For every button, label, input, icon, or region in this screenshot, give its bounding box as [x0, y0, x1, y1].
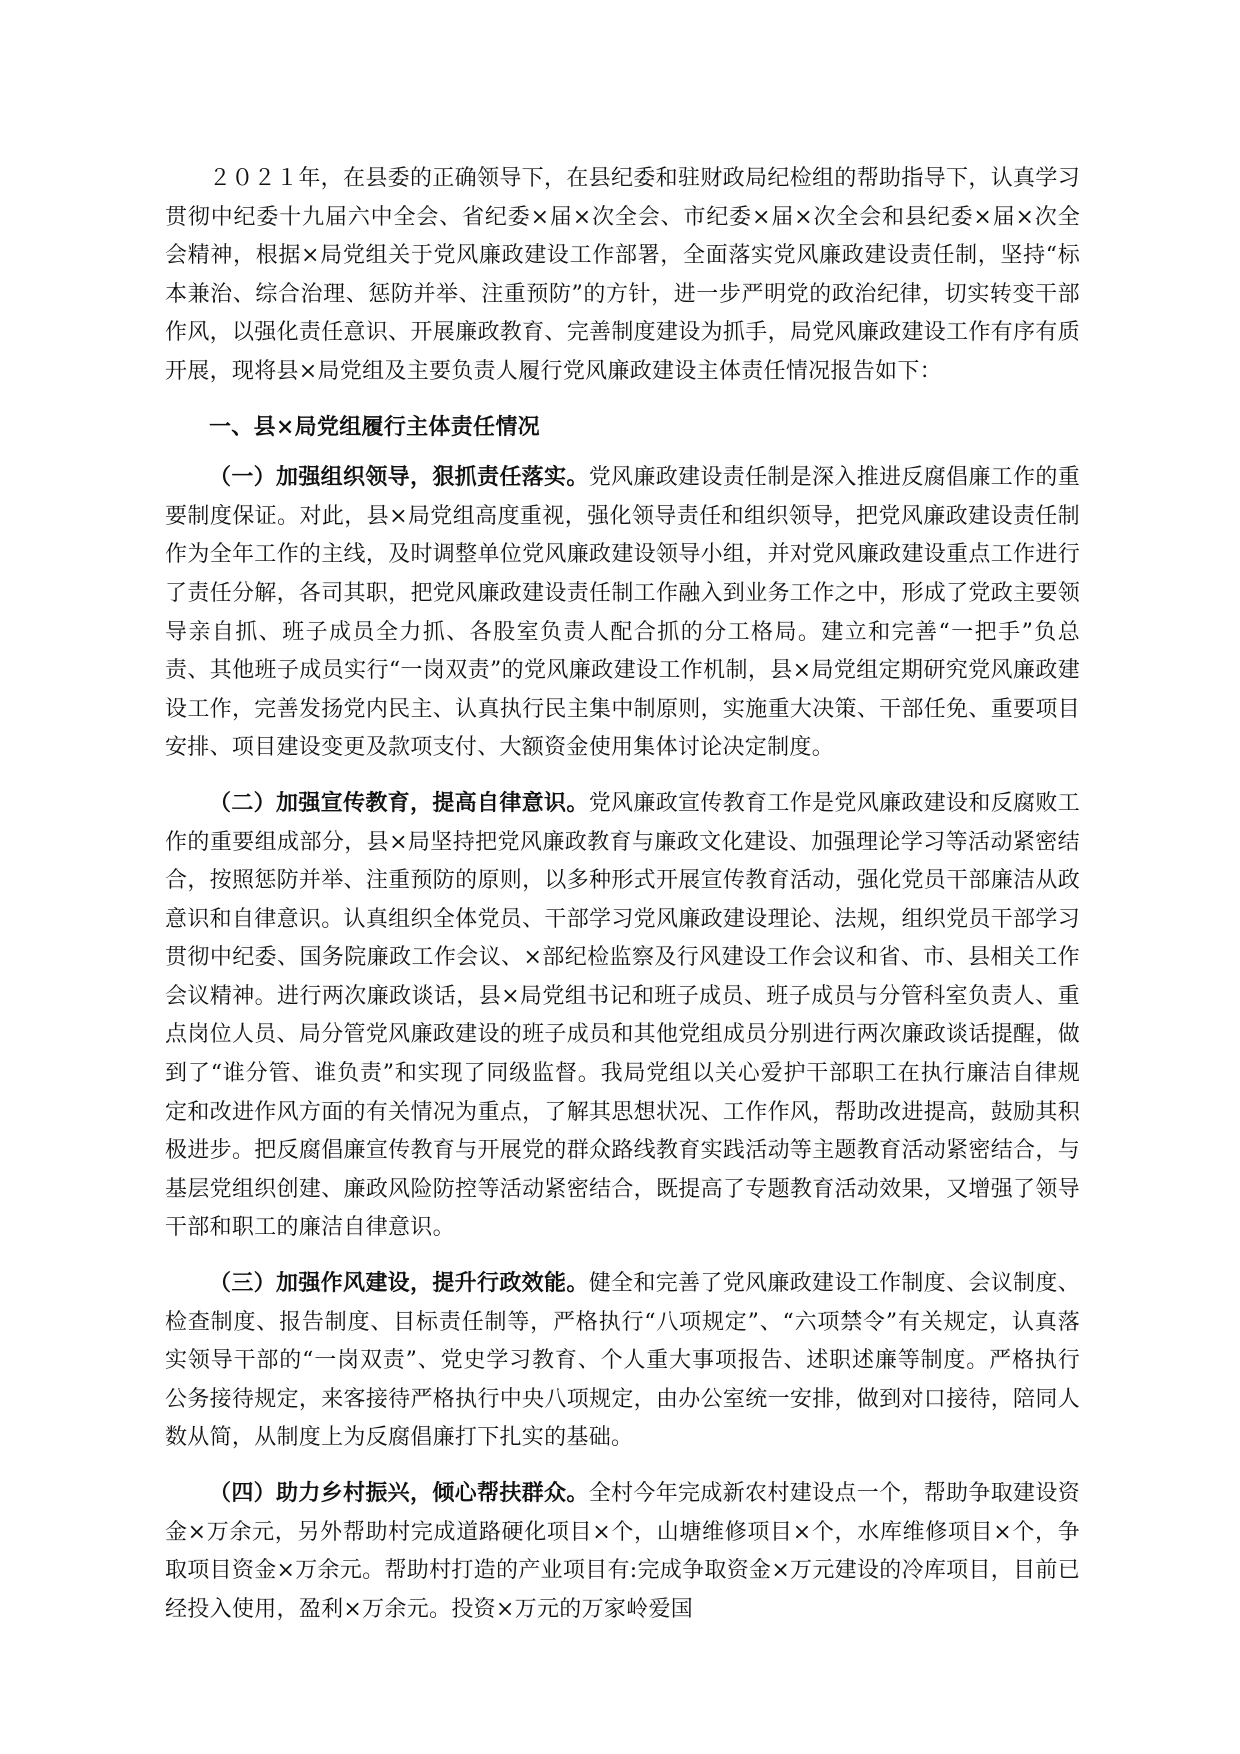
section-heading: 一、县×局党组履行主体责任情况 — [209, 413, 540, 440]
item-body-3: 健全和完善了党风廉政建设工作制度、会议制度、检查制度、报告制度、目标责任制等，严格执行“八项规定”、“六项禁令”有关规定，认真落实领导干部的“一岗双责”、党史学习教育、个人重大事项报告、述职述廉等制度。严格执行公务接待规定，来客接待严格执行中央八项规定，由办公室统一安排，做到对口接待，陪同人数从简，从制度上为反腐倡廉打下扎实的基础。 — [165, 1271, 1080, 1451]
item-lead-3: （三）加强作风建设，提升行政效能。 — [209, 1270, 589, 1297]
item-body-4: 全村今年完成新农村建设点一个，帮助争取建设资金×万余元，另外帮助村完成道路硬化项目×个，山塘维修项目×个，水库维修项目×个，争取项目资金×万余元。帮助村打造的产业项目有:完成争取资金×万元建设的冷库项目，目前已经投入使用，盈利×万余元。投资×万元的万家岭爱国 — [165, 1481, 1080, 1622]
item-lead-2: （二）加强宣传教育，提高自律意识。 — [209, 789, 589, 816]
item-body-2: 党风廉政宣传教育工作是党风廉政建设和反腐败工作的重要组成部分，县×局坚持把党风廉政教育与廉政文化建设、加强理论学习等活动紧密结合，按照惩防并举、注重预防的原则，以多种形式开展宣传教育活动，强化党员干部廉洁从政意识和自律意识。认真组织全体党员、干部学习党风廉政建设理论、法规，组织党员干部学习贯彻中纪委、国务院廉政工作会议、×部纪检监察及行风建设工作会议和省、市、县相关工作会议精神。进行两次廉政谈话，县×局党组书记和班子成员、班子成员与分管科室负责人、重点岗位人员、局分管党风廉政建设的班子成员和其他党组成员分别进行两次廉政谈话提醒，做到了“谁分管、谁负责”和实现了同级监督。我局党组以关心爱护干部职工在执行廉洁自律规定和改进作风方面的有关情况为重点，了解其思想状况、工作作风，帮助改进提高，鼓励其积极进步。把反腐倡廉宣传教育与开展党的群众路线教育实践活动等主题教育活动紧密结合，与基层党组织创建、廉政风险防控等活动紧密结合，既提高了专题教育活动效果，又增强了领导干部和职工的廉洁自律意识。 — [165, 790, 1080, 1241]
item-lead-4: （四）助力乡村振兴，倾心帮扶群众。 — [209, 1480, 589, 1506]
item-paragraph-4 — [165, 1474, 1080, 1629]
item-paragraph-2 — [165, 784, 1080, 1248]
document-page — [165, 160, 1080, 1645]
item-paragraph-1 — [165, 458, 1080, 768]
item-body-1: 党风廉政建设责任制是深入推进反腐倡廉工作的重要制度保证。对此，县×局党组高度重视，强化领导责任和组织领导，把党风廉政建设责任制作为全年工作的主线，及时调整单位党风廉政建设领导小组，并对党风廉政建设重点工作进行了责任分解，各司其职，把党风廉政建设责任制工作融入到业务工作之中，形成了党政主要领导亲自抓、班子成员全力抓、各股室负责人配合抓的分工格局。建立和完善“一把手”负总责、其他班子成员实行“一岗双责”的党风廉政建设工作机制，县×局党组定期研究党风廉政建设工作，完善发扬党内民主、认真执行民主集中制原则，实施重大决策、干部任免、重要项目安排、项目建设变更及款项支付、大额资金使用集体讨论决定制度。 — [165, 465, 1080, 761]
item-paragraph-3 — [165, 1264, 1080, 1458]
intro-paragraph: ２０２１年，在县委的正确领导下，在县纪委和驻财政局纪检组的帮助指导下，认真学习贯彻中纪委十九届六中全会、省纪委×届×次全会、市纪委×届×次全会和县纪委×届×次全会精神，根据×局党组关于党风廉政建设工作部署，全面落实党风廉政建设责任制，坚持“标本兼治、综合治理、惩防并举、注重预防”的方针，进一步严明党的政治纪律，切实转变干部作风，以强化责任意识、开展廉政教育、完善制度建设为抓手，局党风廉政建设工作有序有质开展，现将县×局党组及主要负责人履行党风廉政建设主体责任情况报告如下： — [165, 166, 1080, 384]
item-lead-1: （一）加强组织领导，狠抓责任落实。 — [209, 464, 589, 491]
